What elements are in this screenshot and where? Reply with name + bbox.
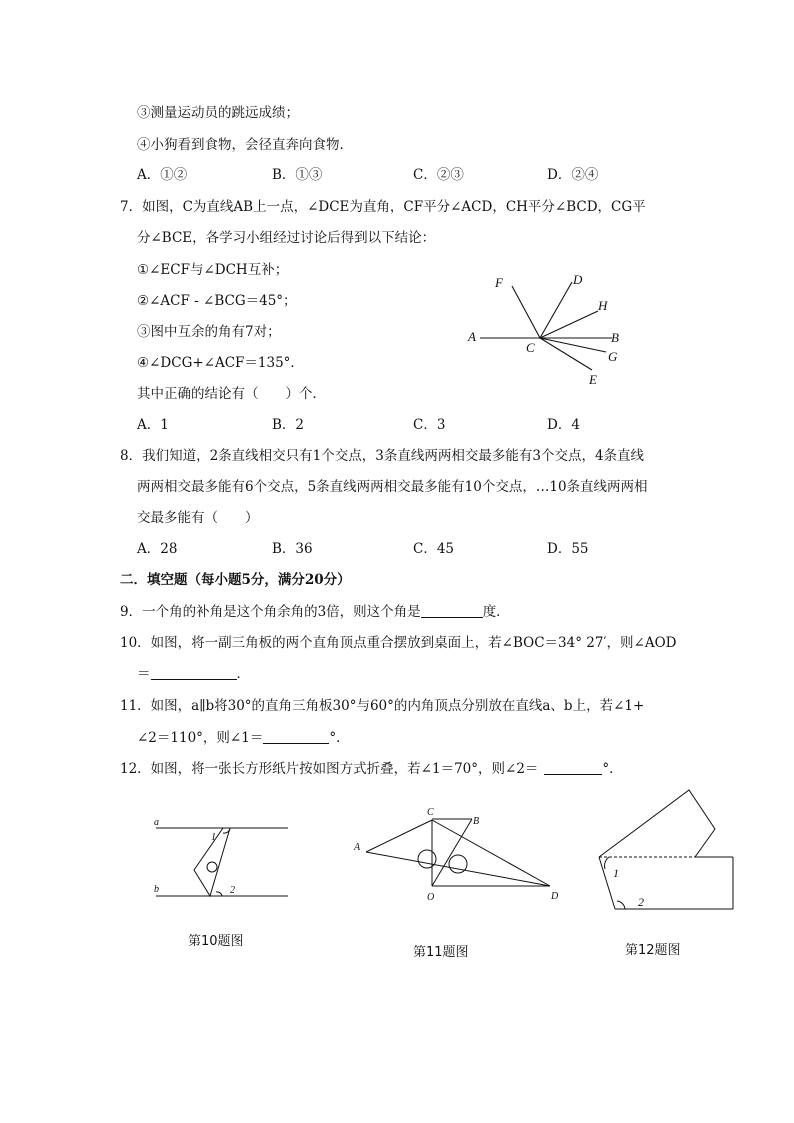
q12-answer-blank[interactable]: [544, 761, 602, 775]
q10-text-end: ．: [236, 666, 250, 682]
q10-stem-cont: [137, 665, 250, 683]
q6-option-b: B．①③: [272, 167, 323, 183]
q8-option-a: A．28: [137, 541, 178, 557]
q9-text-end: 度．: [482, 604, 510, 620]
q7-stem-cont: 分∠BCE，各学习小组经过讨论后得到以下结论：: [137, 230, 436, 246]
q7-stem: 7．如图，C为直线AB上一点，∠DCE为直角，CF平分∠ACD，CH平分∠BCD，CG平: [120, 199, 646, 215]
q7-question: 其中正确的结论有（ ）个．: [137, 386, 326, 402]
q8-stem: 8．我们知道，2条直线相交只有1个交点，3条直线两两相交最多能有3个交点，4条直线: [120, 448, 645, 464]
q10-text: ＝: [137, 666, 151, 682]
q9-answer-blank[interactable]: [421, 604, 483, 618]
figure-caption: 第12题图: [625, 943, 681, 958]
figure-caption: 第10题图: [188, 934, 244, 949]
svg-text:B: B: [611, 330, 619, 345]
figure-caption: 第11题图: [413, 945, 469, 960]
svg-text:D: D: [573, 272, 583, 287]
q7-option-d: D．4: [547, 417, 580, 433]
q12-text-end: °．: [602, 761, 623, 777]
section-heading: 二．填空题（每小题5分，满分20分）: [120, 572, 351, 588]
q7-figure: [462, 268, 632, 393]
figure-folded-paper: [595, 785, 740, 915]
svg-text:C: C: [427, 807, 434, 818]
q8-stem-end: 交最多能有（ ）: [137, 510, 259, 526]
figure-triangle-boards: [345, 805, 575, 905]
q6-option-c: C．②③: [413, 167, 464, 183]
q11-text: ∠2＝110°，则∠1＝: [137, 730, 264, 746]
svg-text:H: H: [598, 298, 608, 313]
svg-text:O: O: [427, 892, 435, 903]
svg-text:C: C: [526, 340, 535, 355]
figure-parallel-lines: [150, 812, 295, 904]
svg-text:2: 2: [230, 885, 235, 896]
q10-answer-blank[interactable]: [151, 666, 237, 680]
text-line: ③测量运动员的跳远成绩；: [137, 105, 299, 121]
svg-text:D: D: [551, 891, 559, 902]
q7-conclusion-1: ①∠ECF与∠DCH互补；: [137, 262, 289, 278]
q11-stem: 11．如图，a∥b将30°的直角三角板30°与60°的内角顶点分别放在直线a、b上，若∠1+: [120, 698, 645, 714]
svg-text:a: a: [154, 817, 159, 828]
q7-conclusion-3: ③图中互余的角有7对；: [137, 324, 281, 340]
q8-option-b: B．36: [272, 541, 313, 557]
q8-stem-cont: 两两相交最多能有6个交点，5条直线两两相交最多能有10个交点，…10条直线两两相: [137, 479, 648, 495]
q8-option-d: D．55: [547, 541, 589, 557]
q8-option-c: C．45: [413, 541, 455, 557]
svg-text:1: 1: [211, 832, 216, 843]
q9-stem: [120, 603, 510, 621]
q12-text: 12．如图，将一张长方形纸片按如图方式折叠，若∠1＝70°，则∠2＝: [120, 761, 539, 777]
svg-text:1: 1: [613, 866, 619, 880]
svg-text:B: B: [473, 816, 480, 827]
q7-option-a: A．1: [137, 417, 169, 433]
q6-option-a: A．①②: [137, 167, 188, 183]
svg-text:b: b: [154, 884, 159, 895]
q9-text: 9．一个角的补角是这个角余角的3倍，则这个角是: [120, 604, 421, 620]
q11-answer-blank[interactable]: [263, 730, 329, 744]
svg-text:A: A: [354, 842, 361, 853]
q10-stem: 10．如图，将一副三角板的两个直角顶点重合摆放到桌面上，若∠BOC＝34° 27′，则∠AOD: [120, 635, 677, 651]
q11-text-end: °．: [329, 730, 350, 746]
svg-text:2: 2: [638, 895, 644, 909]
q12-stem: [120, 760, 623, 778]
svg-text:G: G: [608, 349, 618, 364]
q7-conclusion-4: ④∠DCG+∠ACF＝135°．: [137, 355, 304, 371]
q6-option-d: D．②④: [547, 167, 599, 183]
text-line: ④小狗看到食物，会径直奔向食物．: [137, 137, 353, 153]
q7-option-c: C．3: [413, 417, 446, 433]
q7-option-b: B．2: [272, 417, 305, 433]
svg-text:A: A: [468, 329, 476, 344]
q7-conclusion-2: ②∠ACF - ∠BCG＝45°；: [137, 293, 297, 309]
svg-text:F: F: [495, 275, 503, 290]
svg-text:E: E: [589, 372, 597, 387]
q11-stem-cont: [137, 729, 350, 747]
